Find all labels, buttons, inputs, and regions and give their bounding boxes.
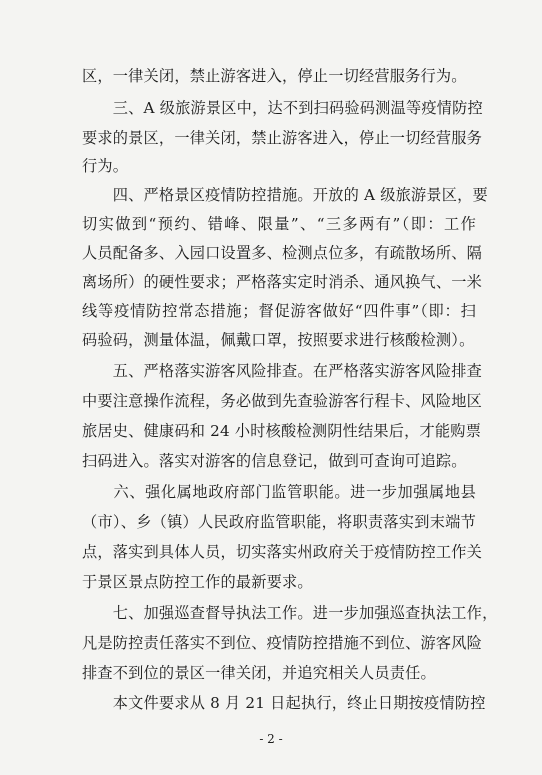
text-line-19: 七、加强巡查督导执法工作。进一步加强巡查执法工作， — [82, 604, 498, 622]
text-line-9: 线等疫情防控常态措施；督促游客做好“四件事”（即：扫 — [82, 302, 476, 320]
text-line-7: 人员配备多、入园口设置多、检测点位多，有疏散场所、隔 — [82, 244, 483, 262]
text-line-13: 旅居史、健康码和 24 小时核酸检测阴性结果后，才能购票 — [82, 422, 482, 440]
text-line-10: 码验码，测量体温，佩戴口罩，按照要求进行核酸检测）。 — [82, 331, 475, 349]
text-line-16: （市）、乡（镇）人民政府监管职能，将职责落实到末端节 — [82, 513, 476, 531]
text-line-17: 点，落实到具体人员，切实落实州政府关于疫情防控工作关 — [82, 543, 483, 561]
text-line-8: 离场所）的硬性要求；严格落实定时消杀、通风换气、一米 — [82, 273, 483, 291]
text-line-14: 扫码进入。落实对游客的信息登记，做到可查询可追踪。 — [82, 452, 467, 470]
text-line-2: 三、A 级旅游景区中，达不到扫码验码测温等疫情防控 — [82, 99, 483, 117]
text-line-22: 本文件要求从 8 月 21 日起执行，终止日期按疫情防控 — [82, 694, 486, 712]
text-line-21: 排查不到位的景区一律关闭，并追究相关人员责任。 — [82, 664, 436, 682]
text-line-4: 行为。 — [82, 157, 129, 175]
text-line-20: 凡是防控责任落实不到位、疫情防控措施不到位、游客风险 — [82, 634, 483, 652]
text-line-12: 中要注意操作流程，务必做到先查验游客行程卡、风险地区 — [82, 392, 483, 410]
text-line-11: 五、严格落实游客风险排查。在严格落实游客风险排查 — [82, 362, 483, 380]
text-line-18: 于景区景点防控工作的最新要求。 — [82, 573, 313, 591]
page-number: - 2 - — [259, 732, 283, 746]
text-line-6: 切实做到“预约、错峰、限量”、“三多两有”（即：工作 — [82, 215, 476, 233]
text-line-15: 六、强化属地政府部门监管职能。进一步加强属地县 — [82, 483, 476, 501]
text-line-3: 要求的景区，一律关闭，禁止游客进入，停止一切经营服务 — [82, 129, 483, 147]
text-line-5: 四、严格景区疫情防控措施。开放的 A 级旅游景区，要 — [82, 186, 488, 204]
text-line-1: 区，一律关闭，禁止游客进入，停止一切经营服务行为。 — [82, 67, 467, 85]
